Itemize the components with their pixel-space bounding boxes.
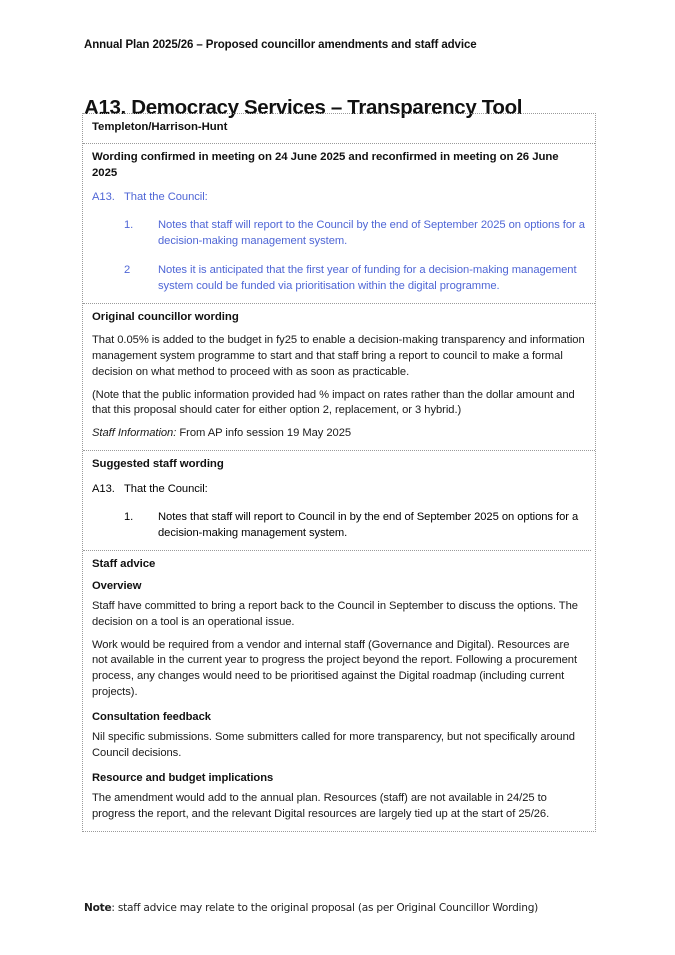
staff-advice-heading: Staff advice	[92, 558, 156, 571]
list-item	[92, 217, 585, 250]
staff-information-line	[92, 426, 585, 442]
footer-note	[84, 901, 604, 916]
list-item	[92, 262, 585, 295]
confirmed-wording-list	[92, 217, 585, 294]
staff-advice-paragraph: Work would be required from a vendor and internal staff (Governance and Digital). Resources are not available in the current year to progress the project beyond the report. Following a procurement process, any changes would need to be prioritised against the Digital roadmap (including current projects).	[92, 638, 578, 699]
movers-label: Templeton/Harrison-Hunt	[92, 121, 228, 133]
footer-note-text: : staff advice may relate to the original proposal (as per Original Councillor Wording)	[111, 902, 539, 914]
suggested-clause-text: That the Council:	[124, 482, 208, 495]
table-row-confirmed-wording	[83, 144, 595, 304]
confirmed-wording-heading: Wording confirmed in meeting on 24 June 2025 and reconfirmed in meeting on 26 June 2025	[92, 151, 559, 179]
list-item	[92, 509, 581, 542]
staff-advice-subheading-overview: Overview	[92, 579, 142, 592]
table-row-suggested-wording	[83, 451, 591, 551]
staff-advice-paragraph: The amendment would add to the annual plan. Resources (staff) are not available in 24/25 to progress the report, and the relevant Digital resources are largely tied up at the start of 25/26.	[92, 792, 550, 821]
suggested-wording-list	[92, 509, 581, 542]
original-wording-heading: Original councillor wording	[92, 311, 239, 324]
staff-information-label: Staff Information:	[92, 427, 177, 440]
list-item-text: Notes that staff will report to Council in by the end of September 2025 on options for a decision-making management system.	[158, 510, 579, 539]
original-wording-paragraph: That 0.05% is added to the budget in fy25 to enable a decision-making transparency and information management system programme to start and that staff bring a report to council to make a formal decision on what method to proceed with as soon as practicable.	[92, 333, 585, 378]
suggested-wording-heading: Suggested staff wording	[92, 458, 224, 471]
list-item-text: Notes it is anticipated that the first year of funding for a decision-making management system could be funded via prioritisation within the digital programme.	[158, 263, 577, 293]
suggested-clause-line	[92, 482, 581, 498]
staff-information-value: From AP info session 19 May 2025	[179, 427, 352, 440]
confirmed-clause-text: That the Council:	[124, 191, 208, 204]
list-item-number: 2	[124, 263, 131, 276]
table-row-original-wording	[83, 304, 595, 451]
staff-advice-paragraph: Nil specific submissions. Some submitters called for more transparency, but not specifically around Council decisions.	[92, 731, 575, 760]
original-wording-paragraph: (Note that the public information provided had % impact on rates rather than the dollar amount and that this proposal should cater for either option 2, replacement, or 3 hybrid.)	[92, 388, 575, 417]
document-header: Annual Plan 2025/26 – Proposed councillor amendments and staff advice	[84, 39, 477, 51]
list-item-number: 1.	[124, 510, 134, 523]
list-item-text: Notes that staff will report to the Council by the end of September 2025 on options for a decision-making management system.	[158, 219, 585, 248]
table-row-staff-advice	[83, 551, 591, 831]
table-row-movers	[83, 114, 595, 144]
page-title: A13. Democracy Services – Transparency Tool	[84, 95, 523, 119]
confirmed-clause-ref: A13.	[92, 191, 115, 204]
staff-advice-paragraph: Staff have committed to bring a report back to the Council in September to discuss the options. The decision on a tool is an operational issue.	[92, 599, 578, 628]
footer-note-label: Note	[84, 902, 112, 914]
staff-advice-subheading-resource-budget: Resource and budget implications	[92, 772, 274, 785]
suggested-clause-ref: A13.	[92, 482, 115, 495]
staff-advice-subheading-consultation-feedback: Consultation feedback	[92, 711, 211, 724]
confirmed-clause-line	[92, 190, 585, 206]
amendment-table	[82, 113, 596, 832]
list-item-number: 1.	[124, 219, 134, 232]
